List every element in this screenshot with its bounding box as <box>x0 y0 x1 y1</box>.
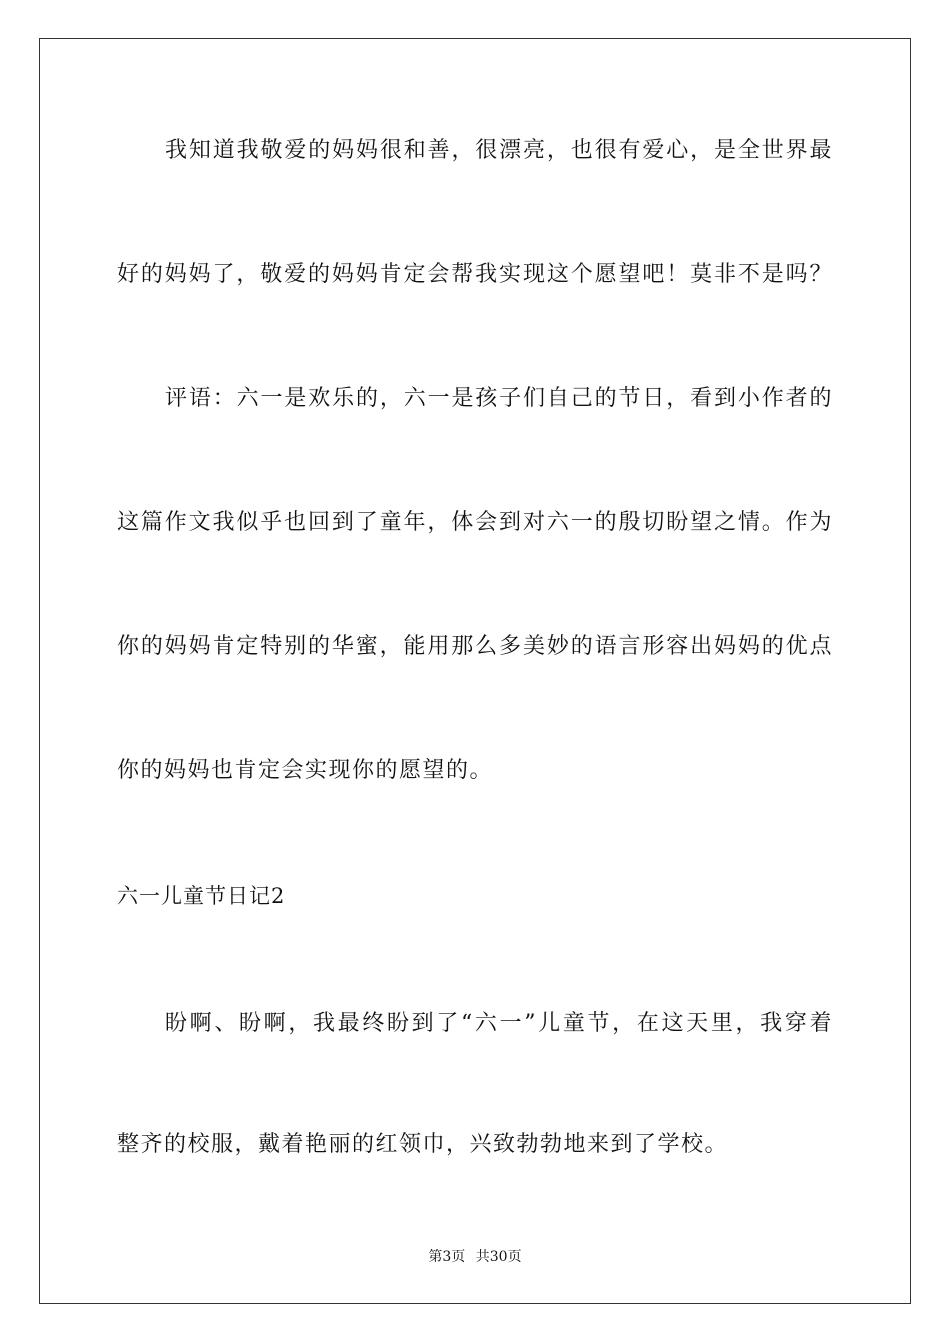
page-total: 共30页 <box>475 1249 522 1265</box>
paragraph-line: 你的妈妈肯定特别的华蜜，能用那么多美妙的语言形容出妈妈的优点 <box>117 634 833 659</box>
paragraph-line: 你的妈妈也肯定会实现你的愿望的。 <box>117 758 494 783</box>
page-frame <box>39 38 911 1304</box>
paragraph-line: 这篇作文我似乎也回到了童年，体会到对六一的殷切盼望之情。作为 <box>117 510 833 535</box>
section-heading: 六一儿童节日记2 <box>117 884 286 908</box>
paragraph-line: 评语：六一是欢乐的，六一是孩子们自己的节日，看到小作者的 <box>165 386 833 411</box>
page-footer <box>0 1247 950 1267</box>
page-number: 第3页 <box>428 1249 466 1265</box>
paragraph-line: 我知道我敬爱的妈妈很和善，很漂亮，也很有爱心，是全世界最 <box>165 138 833 163</box>
paragraph-line: 盼啊、盼啊，我最终盼到了“六一”儿童节，在这天里，我穿着 <box>165 1011 833 1036</box>
paragraph-line: 好的妈妈了，敬爱的妈妈肯定会帮我实现这个愿望吧！莫非不是吗？ <box>117 262 833 287</box>
paragraph-line: 整齐的校服，戴着艳丽的红领巾，兴致勃勃地来到了学校。 <box>117 1132 729 1157</box>
